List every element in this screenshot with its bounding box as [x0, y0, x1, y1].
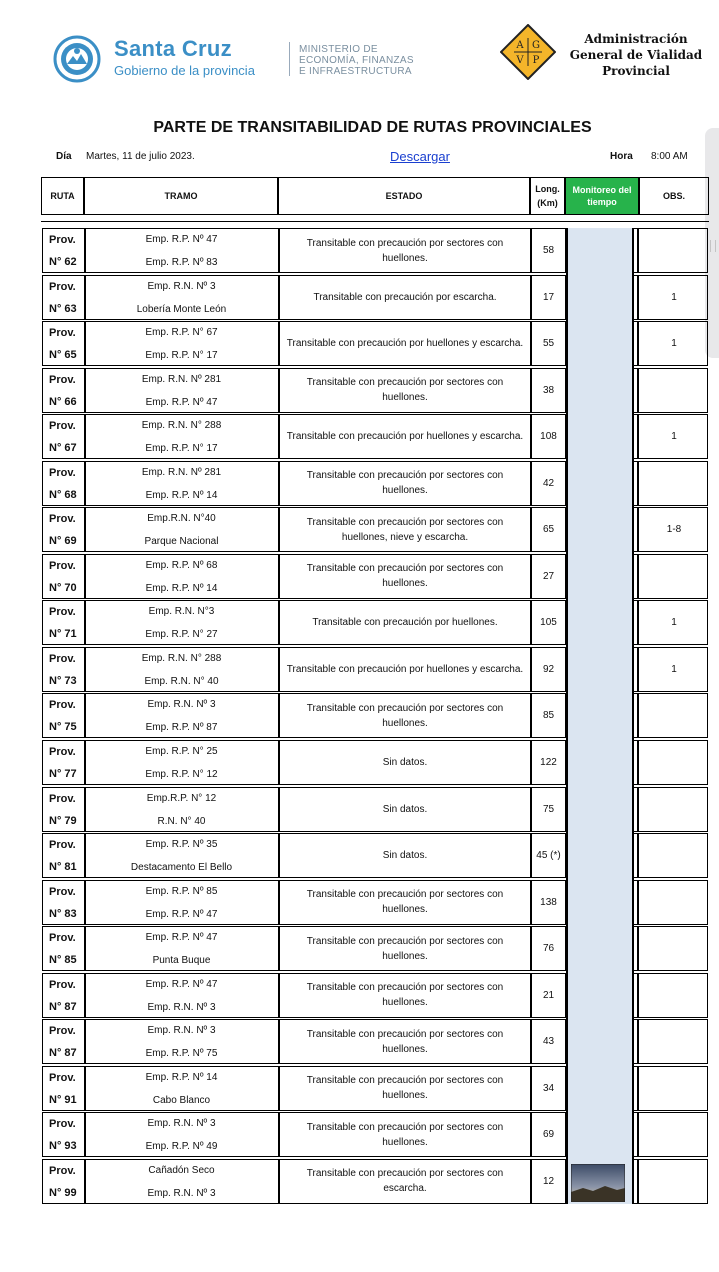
segment-from: Emp. R.N. N° 288 — [141, 420, 222, 432]
route-cell — [43, 555, 84, 598]
route-prefix: Prov. — [49, 652, 76, 665]
segment-cell — [85, 834, 278, 877]
length-cell: 12 — [542, 1175, 555, 1187]
segment-to: Emp. R.P. Nº 14 — [145, 582, 218, 594]
observation-cell: 1 — [671, 431, 677, 443]
route-cell — [43, 276, 84, 319]
report-hour: 8:00 AM — [651, 151, 688, 162]
segment-from: Emp. R.N. Nº 3 — [147, 1025, 216, 1037]
length-cell: 34 — [542, 1082, 555, 1094]
status-cell: Transitable con precaución por escarcha. — [313, 291, 497, 303]
observation-cell — [639, 788, 709, 831]
observation-cell — [639, 1113, 709, 1156]
page-header — [0, 0, 719, 100]
segment-from: Emp. R.N. N°3 — [148, 606, 215, 618]
status-cell: Transitable con precaución por huellones y escarcha. — [286, 431, 524, 443]
route-cell — [43, 462, 84, 505]
route-number: N° 85 — [49, 954, 77, 967]
day-label: Día — [56, 151, 72, 162]
route-prefix: Prov. — [49, 513, 76, 526]
segment-cell — [85, 881, 278, 924]
length-cell: 108 — [540, 431, 557, 443]
observation-cell — [639, 974, 709, 1017]
segment-to: Emp. R.P. Nº 49 — [145, 1141, 218, 1153]
segment-to: Emp. R.P. N° 12 — [145, 769, 218, 781]
route-cell — [43, 694, 84, 737]
segment-from: Cañadón Seco — [148, 1164, 215, 1176]
segment-cell — [85, 648, 278, 691]
route-number: N° 69 — [49, 535, 77, 548]
observation-cell: 1 — [671, 663, 677, 675]
weather-monitor-column — [566, 228, 634, 1204]
column-header-long — [531, 178, 564, 214]
segment-cell — [85, 601, 278, 644]
column-header-tramo: TRAMO — [164, 191, 198, 201]
hour-label: Hora — [610, 151, 633, 162]
route-number: N° 71 — [49, 628, 77, 641]
route-number: N° 73 — [49, 674, 77, 687]
segment-to: Emp. R.P. N° 27 — [145, 629, 218, 641]
segment-to: Emp. R.P. Nº 14 — [145, 489, 218, 501]
segment-from: Emp. R.P. Nº 85 — [145, 885, 218, 897]
route-number: N° 87 — [49, 1047, 77, 1060]
observation-cell: 1 — [671, 291, 677, 303]
route-cell — [43, 1160, 84, 1203]
status-cell: Transitable con precaución por sectores con huellones. — [306, 889, 504, 916]
length-cell: 85 — [542, 710, 555, 722]
segment-to: Parque Nacional — [144, 536, 219, 548]
observation-cell — [639, 1160, 709, 1203]
length-cell: 58 — [542, 245, 555, 256]
segment-from: Emp. R.P. Nº 47 — [145, 932, 218, 944]
observation-cell — [639, 881, 709, 924]
route-number: N° 67 — [49, 442, 77, 455]
status-cell: Transitable con precaución por huellones y escarcha. — [286, 663, 524, 675]
route-prefix: Prov. — [49, 792, 76, 805]
segment-cell — [85, 1160, 278, 1203]
route-prefix: Prov. — [49, 559, 76, 572]
route-prefix: Prov. — [49, 1025, 76, 1038]
segment-cell — [85, 462, 278, 505]
segment-to: Emp. R.N. Nº 3 — [147, 1001, 216, 1013]
length-cell: 21 — [542, 989, 555, 1001]
segment-cell — [85, 369, 278, 412]
route-prefix: Prov. — [49, 699, 76, 712]
route-number: N° 65 — [49, 349, 77, 362]
status-cell: Transitable con precaución por sectores con huellones. — [306, 1121, 504, 1148]
route-prefix: Prov. — [49, 373, 76, 386]
gov-name: Santa Cruz — [114, 36, 232, 61]
route-prefix: Prov. — [49, 885, 76, 898]
route-prefix: Prov. — [49, 606, 76, 619]
status-cell: Sin datos. — [382, 803, 428, 815]
route-cell — [43, 741, 84, 784]
segment-from: Emp. R.N. Nº 281 — [141, 373, 222, 385]
column-header-estado: ESTADO — [385, 191, 423, 201]
observation-cell — [639, 369, 709, 412]
route-cell — [43, 508, 84, 551]
agvp-letter: P — [532, 55, 540, 66]
observation-cell — [639, 834, 709, 877]
segment-to: Emp. R.N. Nº 3 — [147, 1187, 216, 1199]
segment-to: Emp. R.P. N° 17 — [145, 443, 218, 455]
length-cell: 75 — [542, 803, 555, 815]
route-number: N° 77 — [49, 768, 77, 781]
route-number: N° 87 — [49, 1000, 77, 1013]
segment-cell — [85, 276, 278, 319]
length-cell: 27 — [542, 570, 555, 582]
segment-from: Emp. R.P. Nº 47 — [145, 978, 218, 990]
status-cell: Transitable con precaución por sectores con huellones. — [306, 237, 504, 264]
agvp-name — [566, 31, 706, 79]
segment-cell — [85, 741, 278, 784]
segment-to: Lobería Monte León — [136, 303, 227, 315]
santa-cruz-emblem-icon — [52, 34, 102, 84]
segment-from: Emp. R.N. N° 288 — [141, 652, 222, 664]
status-cell: Transitable con precaución por sectores con huellones. — [306, 1028, 504, 1055]
logo-divider — [289, 42, 290, 76]
route-cell — [43, 927, 84, 970]
length-cell: 122 — [540, 757, 557, 769]
segment-cell — [85, 229, 278, 272]
length-cell: 42 — [542, 477, 555, 489]
route-number: N° 91 — [49, 1093, 77, 1106]
length-cell: 92 — [542, 663, 555, 675]
status-cell: Transitable con precaución por sectores con huellones. — [306, 982, 504, 1009]
column-header-monitoreo — [566, 178, 638, 214]
segment-from: Emp. R.N. Nº 3 — [147, 1118, 216, 1130]
column-header-ruta: RUTA — [50, 191, 75, 201]
segment-from: Emp.R.P. N° 12 — [146, 792, 217, 804]
column-header-long-line: Long. — [535, 184, 560, 194]
agvp-letter: V — [516, 55, 524, 66]
route-number: N° 79 — [49, 814, 77, 827]
column-header-monitoreo-line: Monitoreo del — [572, 185, 632, 195]
segment-cell — [85, 555, 278, 598]
route-cell — [43, 648, 84, 691]
segment-to: R.N. N° 40 — [157, 815, 206, 827]
segment-to: Emp. R.P. Nº 83 — [145, 257, 218, 268]
download-link[interactable]: Descargar — [390, 149, 450, 164]
route-cell — [43, 834, 84, 877]
status-cell: Transitable con precaución por sectores con huellones, nieve y escarcha. — [306, 516, 504, 543]
status-cell: Sin datos. — [382, 850, 428, 862]
scrollbar-grip-icon[interactable] — [710, 240, 716, 252]
observation-cell — [639, 1067, 709, 1110]
route-prefix: Prov. — [49, 839, 76, 852]
observation-cell — [639, 555, 709, 598]
agvp-logo-icon — [500, 24, 556, 80]
segment-cell — [85, 927, 278, 970]
length-cell: 138 — [540, 896, 557, 908]
observation-cell — [639, 229, 709, 272]
segment-to: Emp. R.N. N° 40 — [144, 675, 219, 687]
segment-to: Emp. R.P. Nº 87 — [145, 722, 218, 734]
route-cell — [43, 1113, 84, 1156]
status-cell: Transitable con precaución por sectores con huellones. — [306, 1075, 504, 1102]
route-cell — [43, 974, 84, 1017]
segment-cell — [85, 694, 278, 737]
segment-from: Emp. R.P. Nº 47 — [145, 234, 218, 245]
route-prefix: Prov. — [49, 1071, 76, 1084]
ministry-line: ECONOMÍA, FINANZAS — [299, 55, 414, 66]
agvp-name-line: General de Vialidad — [569, 48, 703, 62]
column-header-long-unit: (Km) — [537, 198, 558, 208]
agvp-name-line: Administración — [584, 32, 688, 46]
observation-cell — [639, 741, 709, 784]
route-number: N° 70 — [49, 581, 77, 594]
length-cell: 55 — [542, 338, 555, 350]
route-prefix: Prov. — [49, 327, 76, 340]
length-cell: 17 — [542, 291, 555, 303]
route-number: N° 83 — [49, 907, 77, 920]
status-cell: Transitable con precaución por sectores con huellones. — [306, 377, 504, 404]
observation-cell — [639, 462, 709, 505]
observation-cell — [639, 1020, 709, 1063]
status-cell: Transitable con precaución por sectores con huellones. — [306, 935, 504, 962]
observation-cell: 1 — [671, 338, 677, 350]
column-header-monitoreo-line: tiempo — [587, 197, 617, 207]
ministry-line: MINISTERIO DE — [299, 44, 378, 55]
length-cell: 65 — [542, 524, 555, 536]
status-cell: Transitable con precaución por huellones y escarcha. — [286, 338, 524, 350]
segment-from: Emp. R.P. Nº 35 — [145, 839, 218, 851]
ministry-line: E INFRAESTRUCTURA — [299, 66, 412, 77]
route-cell — [43, 881, 84, 924]
segment-from: Emp. R.N. Nº 281 — [141, 466, 222, 478]
segment-to: Punta Buque — [152, 955, 211, 967]
segment-to: Cabo Blanco — [152, 1094, 211, 1106]
header-divider — [41, 221, 709, 222]
segment-to: Emp. R.P. Nº 75 — [145, 1048, 218, 1060]
column-header-obs: OBS. — [662, 191, 685, 201]
report-date: Martes, 11 de julio 2023. — [86, 151, 195, 162]
route-number: N° 99 — [49, 1186, 77, 1199]
route-prefix: Prov. — [49, 932, 76, 945]
length-cell: 43 — [542, 1036, 555, 1048]
segment-to: Emp. R.P. N° 17 — [145, 350, 218, 362]
status-cell: Transitable con precaución por huellones. — [312, 617, 498, 629]
ministry-name — [299, 44, 414, 77]
segment-cell — [85, 508, 278, 551]
route-number: N° 66 — [49, 395, 77, 408]
observation-cell: 1-8 — [666, 524, 682, 536]
status-cell: Transitable con precaución por sectores con huellones. — [306, 470, 504, 497]
route-cell — [43, 369, 84, 412]
segment-from: Emp. R.P. N° 67 — [145, 327, 218, 339]
segment-from: Emp.R.N. N°40 — [147, 513, 216, 525]
segment-to: Destacamento El Bello — [130, 862, 233, 874]
route-prefix: Prov. — [49, 420, 76, 433]
length-cell: 69 — [542, 1129, 555, 1141]
route-number: N° 62 — [49, 256, 77, 268]
route-prefix: Prov. — [49, 1164, 76, 1177]
route-number: N° 75 — [49, 721, 77, 734]
segment-cell — [85, 1067, 278, 1110]
route-cell — [43, 788, 84, 831]
route-prefix: Prov. — [49, 466, 76, 479]
length-cell: 76 — [542, 943, 555, 955]
route-number: N° 81 — [49, 861, 77, 874]
segment-cell — [85, 974, 278, 1017]
weather-camera-thumbnail[interactable] — [571, 1164, 625, 1202]
segment-cell — [85, 788, 278, 831]
segment-cell — [85, 1020, 278, 1063]
route-cell — [43, 322, 84, 365]
status-cell: Transitable con precaución por sectores con huellones. — [306, 702, 504, 729]
observation-cell — [639, 694, 709, 737]
observation-cell: 1 — [671, 617, 677, 629]
report-title: PARTE DE TRANSITABILIDAD DE RUTAS PROVINCIALES — [153, 119, 592, 136]
route-cell — [43, 601, 84, 644]
route-prefix: Prov. — [49, 234, 76, 246]
length-cell: 45 (*) — [536, 850, 561, 862]
segment-from: Emp. R.P. Nº 14 — [145, 1071, 218, 1083]
status-cell: Transitable con precaución por sectores con huellones. — [306, 563, 504, 590]
segment-to: Emp. R.P. Nº 47 — [145, 908, 218, 920]
route-number: N° 63 — [49, 302, 77, 315]
agvp-letter: A — [516, 40, 524, 51]
segment-cell — [85, 322, 278, 365]
route-number: N° 68 — [49, 488, 77, 501]
segment-from: Emp. R.N. Nº 3 — [147, 280, 216, 292]
route-number: N° 93 — [49, 1140, 77, 1153]
gov-subtitle: Gobierno de la provincia — [114, 63, 255, 78]
segment-cell — [85, 1113, 278, 1156]
observation-cell — [639, 927, 709, 970]
route-cell — [43, 1067, 84, 1110]
route-prefix: Prov. — [49, 746, 76, 759]
status-cell: Sin datos. — [382, 757, 428, 769]
route-cell — [43, 415, 84, 458]
status-cell: Transitable con precaución por sectores con escarcha. — [306, 1168, 504, 1195]
agvp-name-line: Provincial — [602, 64, 670, 78]
table-header — [41, 177, 709, 215]
route-prefix: Prov. — [49, 1118, 76, 1131]
segment-cell — [85, 415, 278, 458]
route-cell — [43, 1020, 84, 1063]
route-prefix: Prov. — [49, 280, 76, 293]
length-cell: 105 — [540, 617, 557, 629]
route-prefix: Prov. — [49, 978, 76, 991]
length-cell: 38 — [542, 384, 555, 396]
segment-from: Emp. R.P. Nº 68 — [145, 559, 218, 571]
agvp-letter: G — [532, 40, 540, 51]
segment-from: Emp. R.P. N° 25 — [145, 746, 218, 758]
segment-from: Emp. R.N. Nº 3 — [147, 699, 216, 711]
route-cell — [43, 229, 84, 272]
segment-to: Emp. R.P. Nº 47 — [145, 396, 218, 408]
